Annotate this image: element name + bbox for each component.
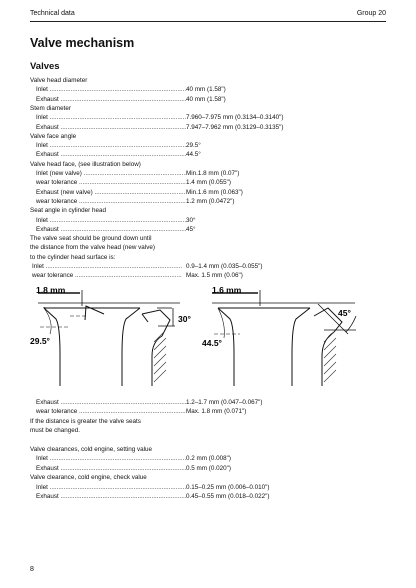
inlet-valve-drawing (38, 290, 180, 386)
inlet-seat-hatch (154, 332, 166, 382)
spec-label: Inlet ..... (36, 483, 186, 493)
spec-heading: Valve face angle (30, 132, 77, 140)
spec-label: Inlet (new valve) ..... (36, 169, 186, 179)
spec-line (0, 271, 416, 281)
spec-value: 29.5° (186, 142, 201, 150)
exhaust-face-label: 44.5° (202, 338, 222, 348)
spec-value: 7.960–7.975 mm (0.3134–0.3140") (186, 114, 284, 122)
spec-value: 40 mm (1.58") (186, 86, 226, 94)
spec-label: Exhaust ..... (36, 225, 186, 235)
spec-value: Max. 1.8 mm (0.071") (186, 408, 247, 416)
spec-value: 1.4 mm (0.055") (186, 179, 231, 187)
inlet-face-label: 29.5° (30, 336, 50, 346)
spec-value: 0.15–0.25 mm (0.006–0.010") (186, 483, 270, 491)
spec-value: 40 mm (1.58") (186, 95, 226, 103)
valve-illustration (30, 286, 360, 392)
spec-label: wear tolerance ..... (32, 271, 182, 281)
spec-heading: The valve seat should be ground down until (30, 235, 152, 243)
spec-value: Max. 1.5 mm (0.06") (186, 272, 243, 280)
spec-line (0, 492, 416, 502)
spec-value: 1.2 mm (0.0472") (186, 197, 235, 205)
spec-heading: Stem diameter (30, 104, 71, 112)
spec-label: Inlet ..... (36, 454, 186, 464)
spec-value: 0.9–1.4 mm (0.035–0.055") (186, 263, 263, 270)
spec-heading: Valve clearances, cold engine, setting value (30, 446, 153, 453)
spec-value: Min.1.6 mm (0.063") (186, 188, 243, 196)
spec-heading: the distance from the valve head (new valve) (30, 244, 155, 252)
page-title: Valve mechanism (30, 36, 135, 50)
spec-label: Inlet ..... (36, 141, 186, 151)
spec-value: 0.45–0.55 mm (0.018–0.022") (186, 493, 270, 500)
spec-heading: must be changed. (30, 427, 81, 435)
header-rule (30, 21, 386, 22)
spec-value: 45° (186, 225, 196, 233)
spec-label: Exhaust ..... (36, 464, 186, 474)
spec-label: Inlet ..... (36, 113, 186, 123)
spec-value: 44.5° (186, 151, 201, 159)
header-right: Group 20 (356, 10, 386, 17)
spec-value: 1.2–1.7 mm (0.047–0.067") (186, 399, 263, 406)
exhaust-seat-hatch (324, 332, 336, 382)
exhaust-head-label: 1.6 mm (212, 286, 242, 295)
spec-value: 30° (186, 216, 196, 224)
spec-value: Min.1.8 mm (0.07") (186, 170, 240, 177)
spec-heading: Valve head diameter (30, 77, 88, 84)
spec-label: Exhaust (new valve) ..... (36, 188, 186, 198)
spec-value: 0.5 mm (0.020") (186, 464, 231, 472)
spec-heading: Valve head face, (see illustration below) (30, 160, 141, 168)
header-left: Technical data (30, 10, 75, 17)
spec-label: Exhaust ..... (36, 398, 186, 408)
spec-label: Exhaust ..... (36, 150, 186, 160)
inlet-seat-label: 30° (178, 314, 191, 324)
page-number: 8 (30, 566, 34, 573)
spec-value: 7.947–7.962 mm (0.3129–0.3135") (186, 123, 284, 131)
spec-heading: to the cylinder head surface is: (30, 253, 116, 261)
spec-label: Inlet ..... (36, 85, 186, 95)
spec-label: wear tolerance ..... (36, 178, 186, 188)
spec-heading: If the distance is greater the valve seats (30, 417, 141, 425)
spec-label: Inlet ..... (32, 262, 182, 272)
exhaust-seat-label: 45° (338, 308, 351, 318)
spec-label: Exhaust ..... (36, 492, 186, 502)
spec-heading: Valve clearance, cold engine, check value (30, 474, 147, 482)
section-heading: Valves (30, 61, 60, 72)
spec-heading: Seat angle in cylinder head (30, 207, 106, 215)
spec-label: wear tolerance ..... (36, 407, 186, 417)
spec-label: wear tolerance ..... (36, 197, 186, 207)
spec-value: 0.2 mm (0.008") (186, 455, 231, 463)
inlet-head-label: 1.8 mm (36, 286, 66, 295)
spec-label: Exhaust ..... (36, 123, 186, 133)
spec-label: Exhaust ..... (36, 95, 186, 105)
spec-label: Inlet ..... (36, 216, 186, 226)
